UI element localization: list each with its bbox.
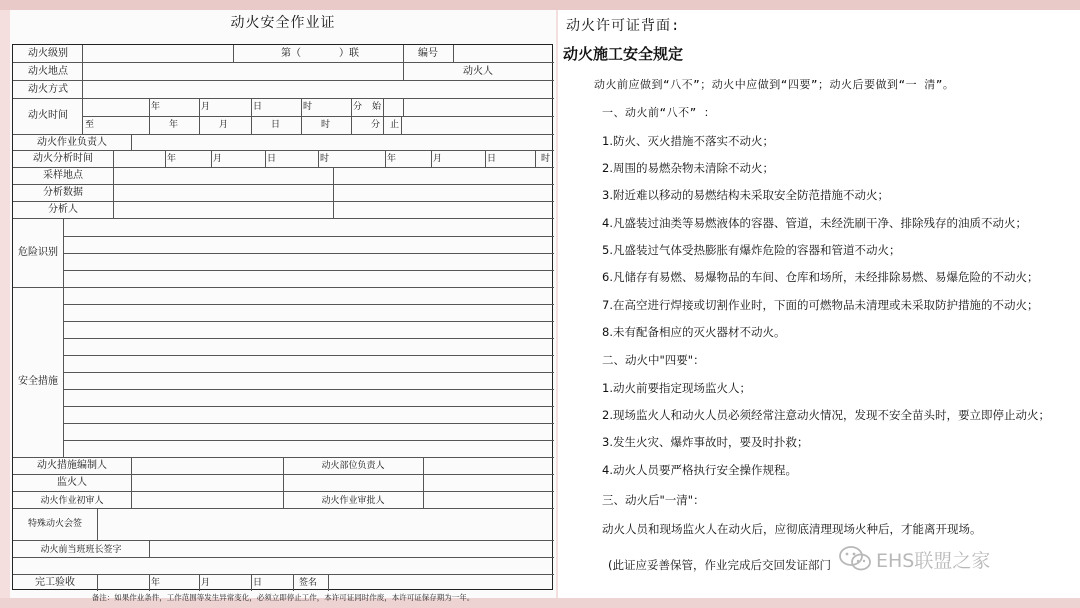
back-title: 动火许可证背面: <box>566 18 681 34</box>
label-method: 动火方式 <box>28 84 68 95</box>
label-owner: 动火作业负责人 <box>37 137 107 148</box>
form-title: 动火安全作业证 <box>230 15 336 31</box>
label-analysis-data: 分析数据 <box>43 187 83 198</box>
unit-day: 日 <box>487 154 497 164</box>
label-safety: 安全措施 <box>18 376 58 387</box>
label-level: 动火级别 <box>28 48 68 59</box>
label-location: 动火地点 <box>28 66 68 77</box>
unit-hour: 时 <box>541 154 551 164</box>
rule-item: 6.凡储存有易燃、易爆物品的车间、仓库和场所，未经排除易燃、易爆危险的不动火； <box>602 270 1039 284</box>
unit-year: 年 <box>151 102 161 112</box>
unit-year: 年 <box>387 154 397 164</box>
label-initial-reviewer: 动火作业初审人 <box>40 496 104 506</box>
rule-item: 8.未有配备相应的灭火器材不动火。 <box>602 325 786 339</box>
label-time: 动火时间 <box>28 110 68 121</box>
rule-item: 2.现场监火人和动火人员必须经常注意动火情况，发现不安全苗头时，要立即停止动火； <box>602 408 1050 422</box>
label-sampling: 采样地点 <box>43 170 83 181</box>
unit-month: 月 <box>213 154 223 164</box>
section-heading: 一、动火前“八不” ： <box>602 106 716 119</box>
label-approver: 动火作业审批人 <box>321 496 385 506</box>
watermark <box>838 545 990 573</box>
rules-intro: 动火前应做到“八不”；动火中应做到“四要”；动火后要做到“一 清”。 <box>594 78 955 91</box>
label-serial: 编号 <box>418 48 438 59</box>
rule-item: 3.附近难以移动的易燃结构未采取安全防范措施不动火； <box>602 188 889 202</box>
section-heading: 三、动火后"一清"： <box>602 493 705 507</box>
watermark-text: EHS联盟之家 <box>876 549 991 572</box>
rule-item: 7.在高空进行焊接或切割作业时，下面的可燃物品未清理或未采取防护措施的不动火； <box>602 298 1039 312</box>
label-operator: 动火人 <box>463 66 493 77</box>
label-copy-prefix: 第（ <box>281 48 301 59</box>
unit-year: 年 <box>169 120 179 130</box>
label-copy-suffix: ）联 <box>339 48 359 59</box>
rule-item: 4.动火人员要严格执行安全操作规程。 <box>602 463 797 477</box>
rules-panel <box>558 10 1080 598</box>
rule-item: 2.周围的易燃杂物未清除不动火； <box>602 161 774 175</box>
unit-end: 止 <box>390 120 400 130</box>
form-notes: 备注：如果作业条件，工作范围等发生异常变化，必须立即停止工作，本许可证同时作废，本许可证保存期为一年。 <box>91 593 475 602</box>
rule-item: 4.凡盛装过油类等易燃液体的容器、管道，未经洗刷干净、排除残存的油质不动火； <box>602 216 1027 230</box>
closing-note: (此证应妥善保管，作业完成后交回发证部门 <box>608 558 831 572</box>
unit-day: 日 <box>253 578 263 588</box>
label-special-sign: 特殊动火会签 <box>27 519 83 529</box>
section-heading: 二、动火中"四要"： <box>602 353 705 367</box>
unit-minute: 分 <box>353 102 363 112</box>
unit-hour: 时 <box>321 120 331 130</box>
label-supervisor: 监火人 <box>57 477 87 488</box>
unit-hour: 时 <box>303 102 313 112</box>
unit-minute: 分 <box>371 120 381 130</box>
unit-hour: 时 <box>320 154 330 164</box>
unit-month: 月 <box>219 120 229 130</box>
unit-month: 月 <box>201 102 211 112</box>
unit-day: 日 <box>253 102 263 112</box>
label-completion: 完工验收 <box>35 577 75 588</box>
label-analyst: 分析人 <box>48 204 78 215</box>
wechat-icon <box>838 545 872 573</box>
permit-form <box>10 10 556 602</box>
label-measures-author: 动火措施编制人 <box>37 460 107 471</box>
unit-start: 始 <box>372 102 382 112</box>
label-signature: 签名 <box>299 578 318 588</box>
label-shift-leader: 动火前当班班长签字 <box>40 545 122 555</box>
label-hazard: 危险识别 <box>18 247 58 258</box>
rule-item: 5.凡盛装过气体受热膨胀有爆炸危险的容器和管道不动火； <box>602 243 901 257</box>
label-to: 至 <box>85 120 95 130</box>
unit-month: 月 <box>201 578 211 588</box>
rule-text: 动火人员和现场监火人在动火后，应彻底清理现场火种后，才能离开现场。 <box>602 522 982 536</box>
label-dept-head: 动火部位负责人 <box>321 461 385 471</box>
form-grid <box>12 44 553 590</box>
unit-year: 年 <box>167 154 177 164</box>
label-analysis-time: 动火分析时间 <box>33 153 93 164</box>
rule-item: 1.防火、灭火措施不落实不动火； <box>602 134 774 148</box>
rules-title: 动火施工安全规定 <box>563 45 684 63</box>
unit-year: 年 <box>151 578 161 588</box>
rule-item: 1.动火前要指定现场监火人； <box>602 381 751 395</box>
unit-day: 日 <box>271 120 281 130</box>
top-band <box>0 0 1080 10</box>
rule-item: 3.发生火灾、爆炸事故时，要及时扑救； <box>602 435 809 449</box>
unit-month: 月 <box>433 154 443 164</box>
unit-day: 日 <box>267 154 277 164</box>
